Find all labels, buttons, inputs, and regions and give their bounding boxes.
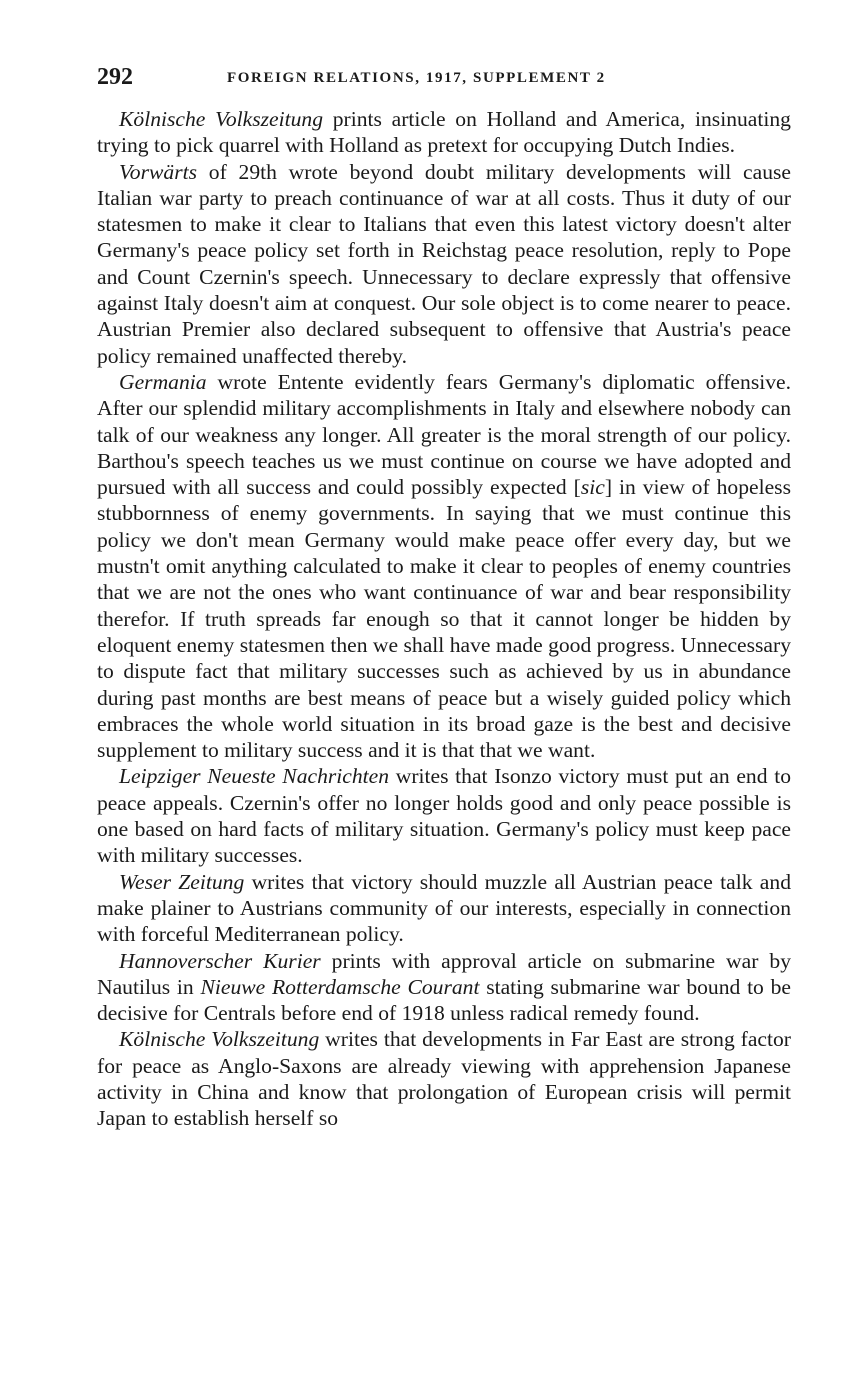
paragraph-text: writes that victory should muzzle all Austrian peace talk and make plainer to Austrians community of our interests, especially in connection with forceful Mediterranean policy. [97,869,791,947]
paragraph-vorwarts [97,159,791,369]
paragraph-kolnische-2 [97,1026,791,1131]
paragraph-text: of 29th wrote beyond doubt military developments will cause Italian war party to preach continuance of war at all costs. Thus it duty of our statesmen to make it clear to Italians that even this latest victory doesn't alter Germany's peace policy set forth in Reichstag peace resolution, reply to Pope and Count Czernin's speech. Unnecessary to declare expressly that offensive against Italy doesn't aim at conquest. Our sole object is to come nearer to peace. Austrian Premier also declared subsequent to offensive that Austria's peace policy remained unaffected thereby. [97,159,791,368]
paragraph-text: prints article on Holland and America, insinuating trying to pick quarrel with Holland as pretext for occupying Dutch Indies. [97,107,791,158]
sic-marker: sic [580,475,605,500]
page-header [97,62,791,96]
paragraph-germania [97,369,791,763]
paragraph-text: writes that developments in Far East are strong factor for peace as Anglo-Saxons are already viewing with apprehension Japanese activity in China and know that prolongation of European crisis will permit Japan to establish herself so [97,1027,791,1131]
paragraph-text: wrote Entente evidently fears Germany's diplomatic offensive. After our splendid military accomplishments in Italy and elsewhere nobody can talk of our weakness any longer. All greater is the moral strength of our policy. Barthou's speech teaches us we must continue on course we have adopted and pursued with all success and could possibly expected [ [97,369,791,500]
page-number: 292 [97,64,133,90]
paragraph-kolnische-1 [97,106,791,159]
newspaper-name: Vorwärts [119,159,198,184]
paragraph-text: writes that Isonzo victory must put an end to peace appeals. Czernin's offer no longer holds good and only peace possible is one based on hard facts of military situation. Germany's policy must keep pace with military successes. [97,764,791,868]
newspaper-name: Germania [119,369,207,394]
paragraph-text: prints with approval article on submarine war by Nautilus in [97,948,791,999]
cited-newspaper-name: Nieuwe Rotterdamsche Courant [200,974,480,999]
newspaper-name: Kölnische Volkszeitung [119,1027,320,1052]
newspaper-name: Kölnische Volkszeitung [119,107,324,131]
paragraph-leipziger [97,763,791,868]
newspaper-name: Leipziger Neueste Nachrichten [119,764,390,789]
newspaper-name: Hannoverscher Kurier [119,948,321,973]
newspaper-name: Weser Zeitung [119,869,245,894]
document-page [97,62,791,1132]
paragraph-text-continued: ] in view of hopeless stubbornness of enemy governments. In saying that we must continue this policy we don't mean Germany would make peace offer every day, but we mustn't omit anything calculated to make it clear to peoples of enemy countries that we are not the ones who want continuance of war and bear responsibility therefor. If truth spreads far enough so that it cannot longer be hidden by eloquent enemy statesmen then we shall have made good progress. Unnecessary to dispute fact that military successes such as achieved by us in abundance during past months are best means of peace but a wisely guided policy which embraces the whole world situation in its broad gaze is the best and decisive supplement to military success and it is that that we want. [97,475,791,763]
running-head: FOREIGN RELATIONS, 1917, SUPPLEMENT 2 [227,70,606,86]
paragraph-hannoverscher [97,948,791,1027]
paragraph-text-continued: stating submarine war bound to be decisive for Centrals before end of 1918 unless radical remedy found. [97,974,791,1026]
paragraph-weser [97,869,791,948]
